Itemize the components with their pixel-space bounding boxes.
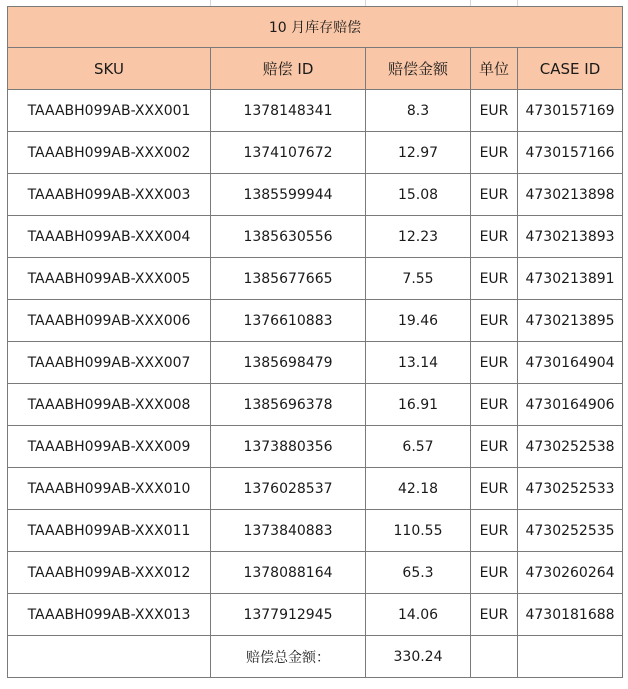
cell-claim-id[interactable]: 1385696378 (211, 384, 366, 426)
cell-sku[interactable]: TAAABH099AB-XXX010 (8, 468, 211, 510)
cell-sku[interactable]: TAAABH099AB-XXX011 (8, 510, 211, 552)
header-sku[interactable]: SKU (8, 48, 211, 90)
cell-case-id[interactable]: 4730157169 (518, 90, 623, 132)
cell-amount[interactable]: 8.3 (366, 90, 471, 132)
cell-amount[interactable]: 65.3 (366, 552, 471, 594)
cell-unit[interactable]: EUR (471, 216, 518, 258)
cell-case-id[interactable]: 4730252535 (518, 510, 623, 552)
table-row (8, 300, 623, 342)
cell-amount[interactable]: 14.06 (366, 594, 471, 636)
header-amount[interactable]: 赔偿金额 (366, 48, 471, 90)
cell-sku[interactable]: TAAABH099AB-XXX004 (8, 216, 211, 258)
cell-amount[interactable]: 6.57 (366, 426, 471, 468)
cell-amount[interactable]: 12.23 (366, 216, 471, 258)
cell-amount[interactable]: 19.46 (366, 300, 471, 342)
table-row (8, 510, 623, 552)
cell-claim-id[interactable]: 1378148341 (211, 90, 366, 132)
inventory-compensation-table (7, 6, 623, 678)
cell-claim-id[interactable]: 1376610883 (211, 300, 366, 342)
cell-amount[interactable]: 42.18 (366, 468, 471, 510)
cell-sku[interactable]: TAAABH099AB-XXX009 (8, 426, 211, 468)
cell-amount[interactable]: 7.55 (366, 258, 471, 300)
cell-empty[interactable] (518, 636, 623, 678)
cell-sku[interactable]: TAAABH099AB-XXX005 (8, 258, 211, 300)
cell-case-id[interactable]: 4730164906 (518, 384, 623, 426)
header-unit[interactable]: 单位 (471, 48, 518, 90)
cell-claim-id[interactable]: 1385698479 (211, 342, 366, 384)
table-row (8, 552, 623, 594)
cell-claim-id[interactable]: 1373840883 (211, 510, 366, 552)
cell-empty[interactable] (471, 636, 518, 678)
cell-unit[interactable]: EUR (471, 174, 518, 216)
table-row (8, 90, 623, 132)
table-row (8, 384, 623, 426)
cell-amount[interactable]: 15.08 (366, 174, 471, 216)
cell-amount[interactable]: 13.14 (366, 342, 471, 384)
cell-claim-id[interactable]: 1377912945 (211, 594, 366, 636)
cell-unit[interactable]: EUR (471, 594, 518, 636)
cell-sku[interactable]: TAAABH099AB-XXX012 (8, 552, 211, 594)
cell-sku[interactable]: TAAABH099AB-XXX007 (8, 342, 211, 384)
cell-case-id[interactable]: 4730252533 (518, 468, 623, 510)
cell-sku[interactable]: TAAABH099AB-XXX002 (8, 132, 211, 174)
cell-case-id[interactable]: 4730157166 (518, 132, 623, 174)
total-value[interactable]: 330.24 (366, 636, 471, 678)
total-row (8, 636, 623, 678)
cell-empty[interactable] (8, 636, 211, 678)
cell-unit[interactable]: EUR (471, 258, 518, 300)
cell-sku[interactable]: TAAABH099AB-XXX008 (8, 384, 211, 426)
cell-claim-id[interactable]: 1374107672 (211, 132, 366, 174)
table-row (8, 132, 623, 174)
cell-unit[interactable]: EUR (471, 468, 518, 510)
cell-claim-id[interactable]: 1373880356 (211, 426, 366, 468)
cell-claim-id[interactable]: 1378088164 (211, 552, 366, 594)
cell-unit[interactable]: EUR (471, 90, 518, 132)
title-row (8, 7, 623, 48)
cell-unit[interactable]: EUR (471, 510, 518, 552)
table-row (8, 426, 623, 468)
table-row (8, 258, 623, 300)
cell-unit[interactable]: EUR (471, 300, 518, 342)
cell-case-id[interactable]: 4730213898 (518, 174, 623, 216)
cell-case-id[interactable]: 4730213891 (518, 258, 623, 300)
cell-amount[interactable]: 12.97 (366, 132, 471, 174)
cell-case-id[interactable]: 4730164904 (518, 342, 623, 384)
cell-case-id[interactable]: 4730181688 (518, 594, 623, 636)
cell-claim-id[interactable]: 1385599944 (211, 174, 366, 216)
cell-unit[interactable]: EUR (471, 132, 518, 174)
cell-amount[interactable]: 16.91 (366, 384, 471, 426)
header-claim-id[interactable]: 赔偿 ID (211, 48, 366, 90)
table-row (8, 174, 623, 216)
cell-sku[interactable]: TAAABH099AB-XXX001 (8, 90, 211, 132)
cell-claim-id[interactable]: 1385677665 (211, 258, 366, 300)
cell-sku[interactable]: TAAABH099AB-XXX006 (8, 300, 211, 342)
cell-unit[interactable]: EUR (471, 384, 518, 426)
cell-sku[interactable]: TAAABH099AB-XXX003 (8, 174, 211, 216)
cell-unit[interactable]: EUR (471, 342, 518, 384)
cell-case-id[interactable]: 4730252538 (518, 426, 623, 468)
cell-amount[interactable]: 110.55 (366, 510, 471, 552)
table-row (8, 594, 623, 636)
cell-case-id[interactable]: 4730213893 (518, 216, 623, 258)
cell-case-id[interactable]: 4730260264 (518, 552, 623, 594)
table-row (8, 342, 623, 384)
cell-unit[interactable]: EUR (471, 426, 518, 468)
cell-claim-id[interactable]: 1376028537 (211, 468, 366, 510)
cell-unit[interactable]: EUR (471, 552, 518, 594)
cell-claim-id[interactable]: 1385630556 (211, 216, 366, 258)
cell-case-id[interactable]: 4730213895 (518, 300, 623, 342)
table-title[interactable]: 10 月库存赔偿 (8, 7, 623, 48)
header-row (8, 48, 623, 90)
total-label[interactable]: 赔偿总金额： (211, 636, 366, 678)
header-case-id[interactable]: CASE ID (518, 48, 623, 90)
table-row (8, 468, 623, 510)
table-row (8, 216, 623, 258)
cell-sku[interactable]: TAAABH099AB-XXX013 (8, 594, 211, 636)
